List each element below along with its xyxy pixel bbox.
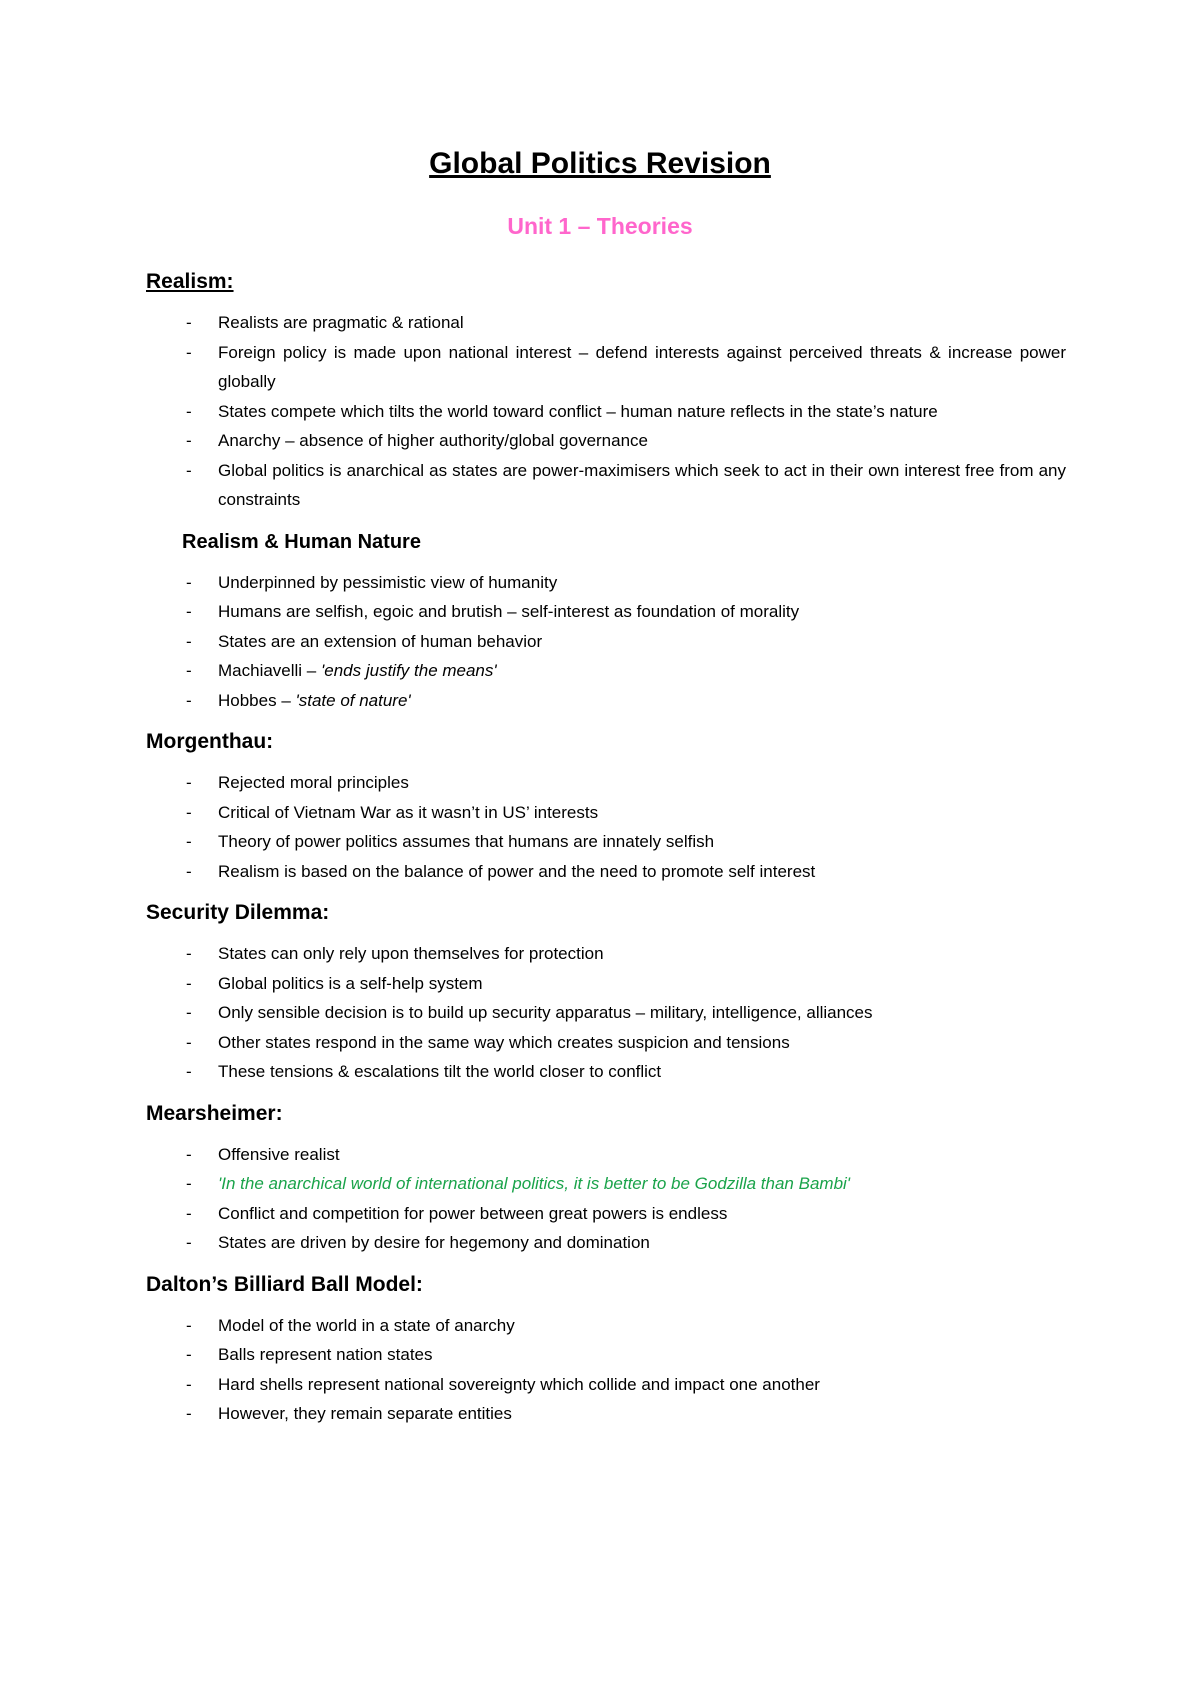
bullet-list (146, 1140, 1066, 1258)
bullet-dash: - (186, 431, 192, 450)
bullet-list (146, 768, 1066, 886)
bullet-dash: - (186, 342, 192, 362)
bullet-dash: - (186, 1374, 192, 1394)
bullet-dash: - (186, 1062, 192, 1081)
list-item (146, 426, 1066, 456)
bullet-dash: - (186, 944, 192, 963)
bullet-dash: - (186, 973, 192, 993)
list-item (146, 998, 1066, 1028)
bullet-dash: - (186, 313, 192, 332)
page-subtitle: Unit 1 – Theories (507, 213, 693, 239)
section-billiard-ball-model (146, 1271, 1066, 1429)
list-item-text: Global politics is a self-help system (218, 973, 483, 993)
list-item-text: States are driven by desire for hegemony and domination (218, 1233, 650, 1252)
bullet-dash: - (186, 1315, 192, 1335)
list-item-text: However, they remain separate entities (218, 1404, 512, 1423)
list-item-prefix: Machiavelli – (218, 661, 321, 680)
list-item-text: Hard shells represent national sovereignty which collide and impact one another (218, 1374, 820, 1394)
bullet-dash: - (186, 1174, 192, 1193)
list-item (146, 656, 1066, 686)
section-heading: Security Dilemma: (146, 901, 330, 924)
list-item (146, 969, 1066, 999)
section-heading: Realism & Human Nature (182, 530, 421, 553)
list-item (146, 827, 1066, 857)
bullet-dash: - (186, 861, 192, 881)
list-item-text: States are an extension of human behavior (218, 631, 543, 651)
list-item-text: Realists are pragmatic & rational (218, 313, 464, 332)
list-item (146, 1199, 1066, 1229)
list-item-text: Other states respond in the same way which creates suspicion and tensions (218, 1032, 790, 1052)
list-item-text: States can only rely upon themselves for protection (218, 944, 604, 963)
list-item (146, 798, 1066, 828)
list-item-text: Foreign policy is made upon national interest – defend interests against perceived threats & increase power globally (218, 342, 1066, 391)
list-item-text: Only sensible decision is to build up security apparatus – military, intelligence, alliances (218, 1003, 873, 1022)
section-heading: Mearsheimer: (146, 1101, 283, 1125)
bullet-dash: - (186, 832, 192, 851)
bullet-dash: - (186, 1345, 192, 1364)
section-heading: Dalton’s Billiard Ball Model: (146, 1272, 423, 1296)
list-item-prefix: Hobbes – (218, 690, 296, 710)
bullet-list (146, 1311, 1066, 1429)
list-item-quote: 'ends justify the means' (321, 661, 497, 680)
list-item-quote: 'In the anarchical world of international politics, it is better to be Godzilla than Bambi' (218, 1174, 851, 1193)
list-item-text: States compete which tilts the world toward conflict – human nature reflects in the state’s nature (218, 401, 938, 421)
bullet-dash: - (186, 661, 192, 680)
list-item (146, 568, 1066, 598)
list-item (146, 1028, 1066, 1058)
list-item (146, 939, 1066, 969)
list-item (146, 627, 1066, 657)
bullet-dash: - (186, 773, 192, 792)
section-heading: Realism: (146, 270, 234, 293)
section-heading: Morgenthau: (146, 730, 274, 753)
list-item (146, 1228, 1066, 1258)
list-item-text: These tensions & escalations tilt the world closer to conflict (218, 1062, 662, 1081)
bullet-dash: - (186, 631, 192, 651)
bullet-dash: - (186, 1233, 192, 1252)
list-item-text: Conflict and competition for power between great powers is endless (218, 1203, 728, 1223)
bullet-list (146, 939, 1066, 1087)
bullet-list (146, 568, 1066, 716)
section-realism-human-nature (146, 528, 1066, 716)
bullet-dash: - (186, 1203, 192, 1223)
section-security-dilemma (146, 899, 1066, 1087)
bullet-dash: - (186, 401, 192, 421)
section-realism (146, 268, 1066, 515)
bullet-dash: - (186, 1032, 192, 1052)
bullet-list (146, 308, 1066, 515)
section-morgenthau (146, 728, 1066, 886)
bullet-dash: - (186, 1144, 192, 1164)
list-item (146, 308, 1066, 338)
bullet-dash: - (186, 1003, 192, 1022)
list-item-text: Offensive realist (218, 1144, 340, 1164)
list-item-text: Global politics is anarchical as states are power-maximisers which seek to act in their own interest free from any constraints (218, 460, 1066, 509)
list-item-text: Rejected moral principles (218, 773, 409, 792)
list-item (146, 1399, 1066, 1429)
list-item (146, 857, 1066, 887)
list-item (146, 1140, 1066, 1170)
list-item-text: Critical of Vietnam War as it wasn’t in US’ interests (218, 802, 599, 822)
bullet-dash: - (186, 572, 192, 592)
list-item (146, 1340, 1066, 1370)
bullet-dash: - (186, 1404, 192, 1423)
list-item (146, 597, 1066, 627)
list-item (146, 456, 1066, 515)
list-item-text: Humans are selfish, egoic and brutish – self-interest as foundation of morality (218, 602, 800, 621)
list-item (146, 397, 1066, 427)
bullet-dash: - (186, 460, 192, 480)
page-title: Global Politics Revision (429, 147, 771, 180)
list-item (146, 1370, 1066, 1400)
list-item (146, 686, 1066, 716)
list-item-text: Underpinned by pessimistic view of humanity (218, 572, 558, 592)
list-item (146, 338, 1066, 397)
list-item-text: Realism is based on the balance of power and the need to promote self interest (218, 861, 816, 881)
list-item-text: Balls represent nation states (218, 1345, 433, 1364)
list-item (146, 1169, 1066, 1199)
list-item (146, 768, 1066, 798)
list-item-text: Model of the world in a state of anarchy (218, 1315, 515, 1335)
list-item (146, 1057, 1066, 1087)
list-item-text: Theory of power politics assumes that humans are innately selfish (218, 832, 715, 851)
bullet-dash: - (186, 690, 192, 710)
bullet-dash: - (186, 802, 192, 822)
section-mearsheimer (146, 1100, 1066, 1258)
list-item (146, 1311, 1066, 1341)
bullet-dash: - (186, 602, 192, 621)
list-item-quote: 'state of nature' (295, 690, 411, 710)
list-item-text: Anarchy – absence of higher authority/global governance (218, 431, 649, 450)
document-body (146, 268, 1066, 1442)
